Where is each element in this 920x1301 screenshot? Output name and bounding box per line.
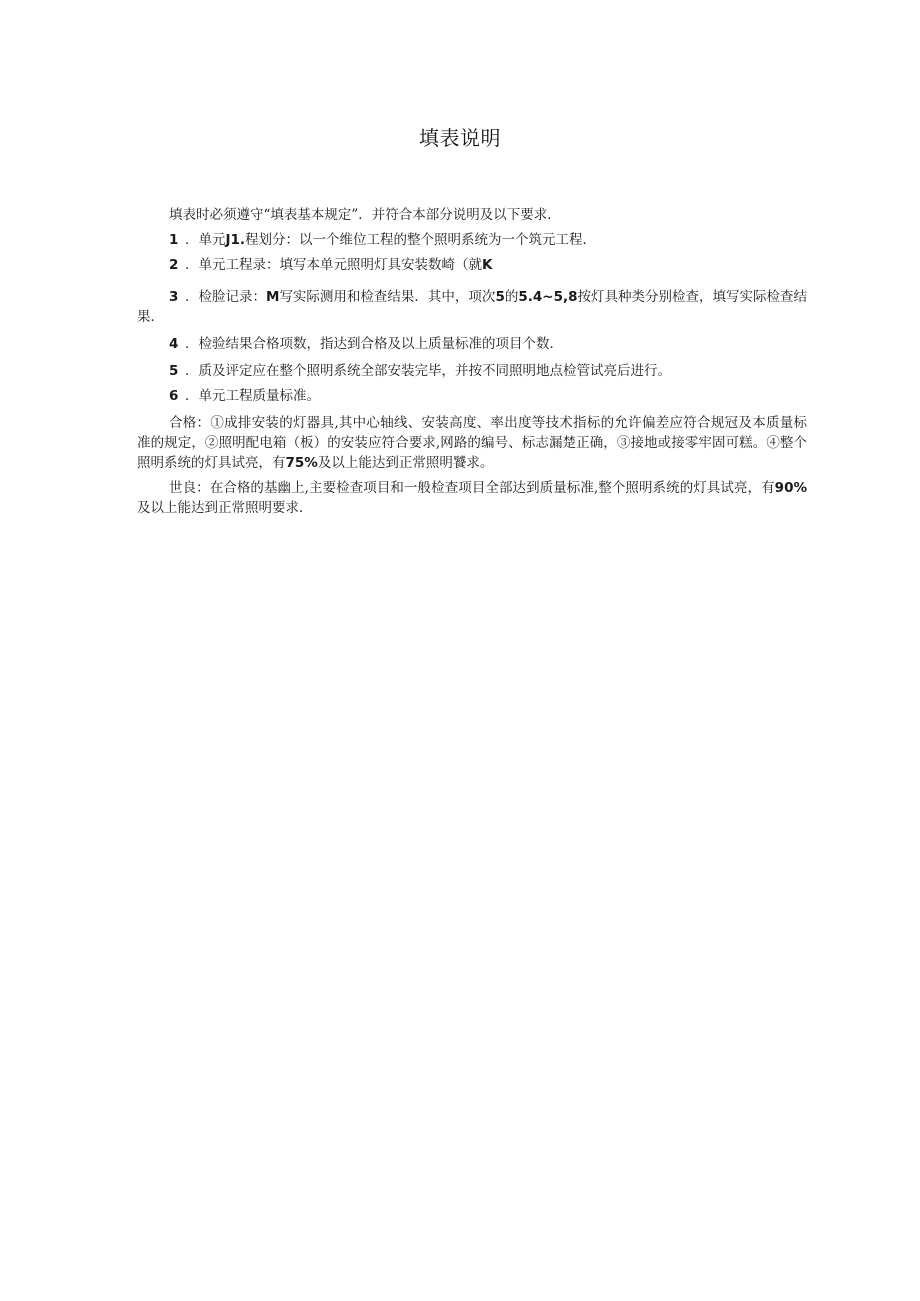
good-standard-paragraph [137,478,807,518]
item-text: 程划分：以一个维位工程的整个照明系统为一个筑元工程． [245,232,597,248]
page-title: 填表说明 [419,126,501,150]
item-number: 3 [169,289,179,305]
instructions-body [137,205,807,518]
instruction-item-1 [137,230,807,250]
intro-paragraph: 填表时必须遵守“填表基本规定”．并符合本部分说明及以下要求． [169,207,561,223]
pass-text: 及以上能达到正常照明饕求。 [317,455,494,471]
instruction-item-5 [137,361,807,381]
pass-standard-paragraph [137,413,807,473]
item-text: ．单元 [185,232,226,248]
item-text-bold: J1. [225,232,246,248]
good-percent: 90% [774,480,807,496]
good-text: 世良：在合格的基幽上,主要检查项目和一般检查项目全部达到质量标准,整个照明系统的灯具试亮，有 [169,480,775,496]
item-text: ．检验结果合格项数，指达到合格及以上质量标准的项目个数． [185,336,563,352]
instruction-item-4 [137,334,807,354]
item-number: 1 [169,232,179,248]
item-text: 的 [504,289,519,305]
item-text-bold: 5.4~5,8 [518,289,578,305]
item-text: ．单元工程录：填写本单元照明灯具安装数崎（就 [185,257,482,273]
instruction-item-3 [137,287,807,327]
item-number: 2 [169,257,179,273]
good-text: 及以上能达到正常照明要求． [137,500,313,516]
item-text-bold: M [266,289,280,305]
item-text-bold: 5 [495,289,505,305]
pass-percent: 75% [285,455,318,471]
item-text: 按灯具种类分别检查，填写实际检查结果． [137,289,807,325]
item-text: ．检脸记录： [185,289,266,305]
item-number: 6 [169,388,179,404]
item-text: 写实际测用和检查结果．其中，项次 [279,289,496,305]
item-number: 5 [169,363,179,379]
pass-text: 合格：①成排安装的灯器具,其中心轴线、安装高度、率出度等技术指标的允许偏差应符合规冠及本质量标准的规定，②照明配电箱（板）的安装应符合要求,网路的编号、标志漏楚正确，③接地或接零牢固可糕。④整个照明系统的灯具试亮，有 [137,415,807,471]
instruction-item-6 [137,386,807,406]
item-text-bold: K [482,257,493,273]
instruction-item-2 [137,255,807,275]
item-text: ．单元工程质量标准。 [185,388,320,404]
item-text: ．质及评定应在整个照明系统全部安装完毕，并按不同照明地点检管试亮后进行。 [185,363,671,379]
item-number: 4 [169,336,179,352]
